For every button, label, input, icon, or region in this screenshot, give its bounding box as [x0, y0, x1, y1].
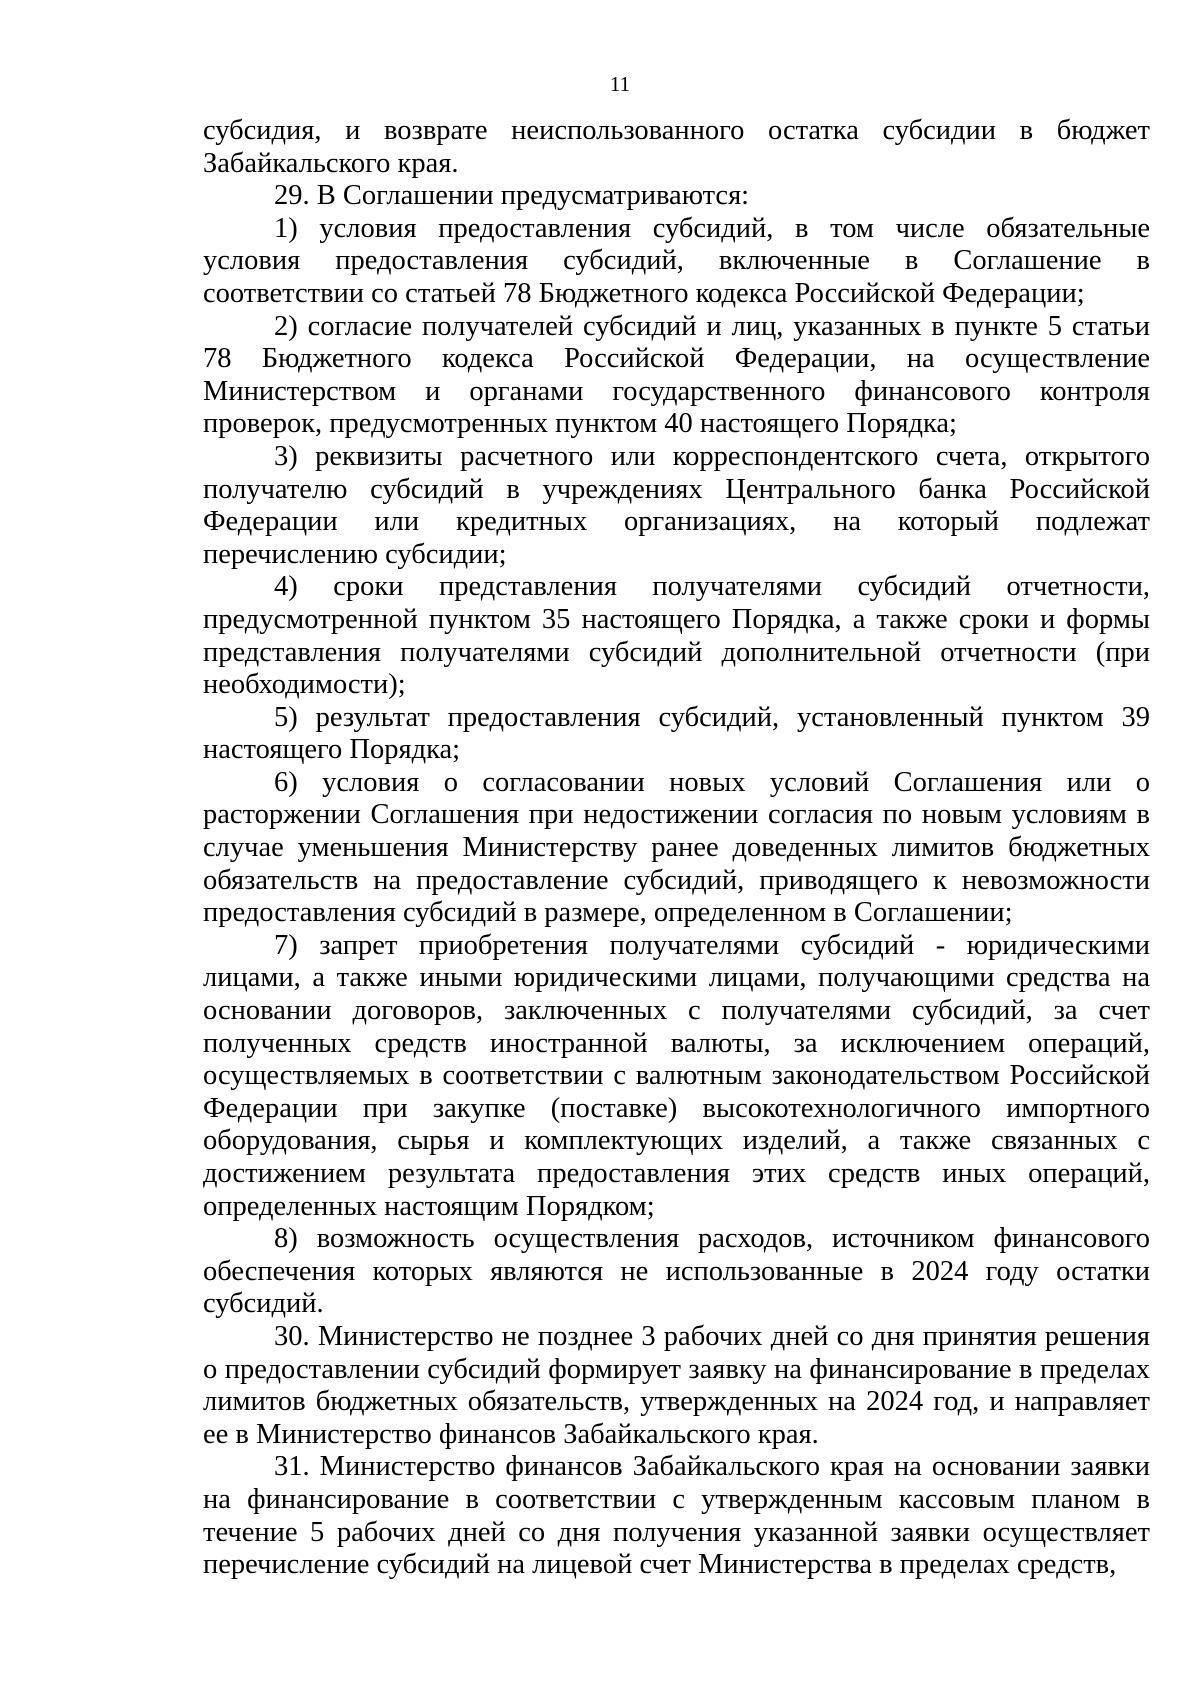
- document-body: [203, 115, 1150, 1582]
- paragraph-item-6: 6) условия о согласовании новых условий Соглашения или о расторжении Соглашения при недостижении согласия по новым условиям в случае уменьшения Министерству ранее доведенных лимитов бюджетных обязательств на предоставление субсидий, приводящего к невозможности предоставления субсидий в размере, определенном в Соглашении;: [203, 766, 1150, 929]
- paragraph-item-1: 1) условия предоставления субсидий, в том числе обязательные условия предоставления субсидий, включенные в Соглашение в соответствии со статьей 78 Бюджетного кодекса Российской Федерации;: [203, 212, 1150, 309]
- page-number: 11: [609, 72, 631, 96]
- paragraph-item-2: 2) согласие получателей субсидий и лиц, указанных в пункте 5 статьи 78 Бюджетного кодекса Российской Федерации, на осуществление Министерством и органами государственного финансового контроля проверок, предусмотренных пунктом 40 настоящего Порядка;: [203, 310, 1150, 440]
- paragraph-clause-31: 31. Министерство финансов Забайкальского края на основании заявки на финансирование в соответствии с утвержденным кассовым планом в течение 5 рабочих дней со дня получения указанной заявки осуществляет перечисление субсидий на лицевой счет Министерства в пределах средств,: [203, 1451, 1150, 1581]
- paragraph-clause-30: 30. Министерство не позднее 3 рабочих дней со дня принятия решения о предоставлении субсидий формирует заявку на финансирование в пределах лимитов бюджетных обязательств, утвержденных на 2024 год, и направляет ее в Министерство финансов Забайкальского края.: [203, 1320, 1150, 1450]
- paragraph-item-7: 7) запрет приобретения получателями субсидий - юридическими лицами, а также иными юридическими лицами, получающими средства на основании договоров, заключенных с получателями субсидий, за счет полученных средств иностранной валюты, за исключением операций, осуществляемых в соответствии с валютным законодательством Российской Федерации при закупке (поставке) высокотехнологичного импортного оборудования, сырья и комплектующих изделий, а также связанных с достижением результата предоставления этих средств иных операций, определенных настоящим Порядком;: [203, 929, 1150, 1222]
- paragraph-item-4: 4) сроки представления получателями субсидий отчетности, предусмотренной пунктом 35 настоящего Порядка, а также сроки и формы представления получателями субсидий дополнительной отчетности (при необходимости);: [203, 571, 1150, 701]
- paragraph-clause-29: 29. В Соглашении предусматриваются:: [274, 180, 750, 212]
- paragraph-continuation: субсидия, и возврате неиспользованного остатка субсидии в бюджет Забайкальского края.: [203, 115, 1150, 179]
- paragraph-item-5: 5) результат предоставления субсидий, установленный пунктом 39 настоящего Порядка;: [203, 701, 1150, 766]
- paragraph-item-8: 8) возможность осуществления расходов, источником финансового обеспечения которых являются не использованные в 2024 году остатки субсидий.: [203, 1223, 1150, 1320]
- paragraph-item-3: 3) реквизиты расчетного или корреспондентского счета, открытого получателю субсидий в учреждениях Центрального банка Российской Федерации или кредитных организациях, на который подлежат перечислению субсидии;: [203, 440, 1150, 570]
